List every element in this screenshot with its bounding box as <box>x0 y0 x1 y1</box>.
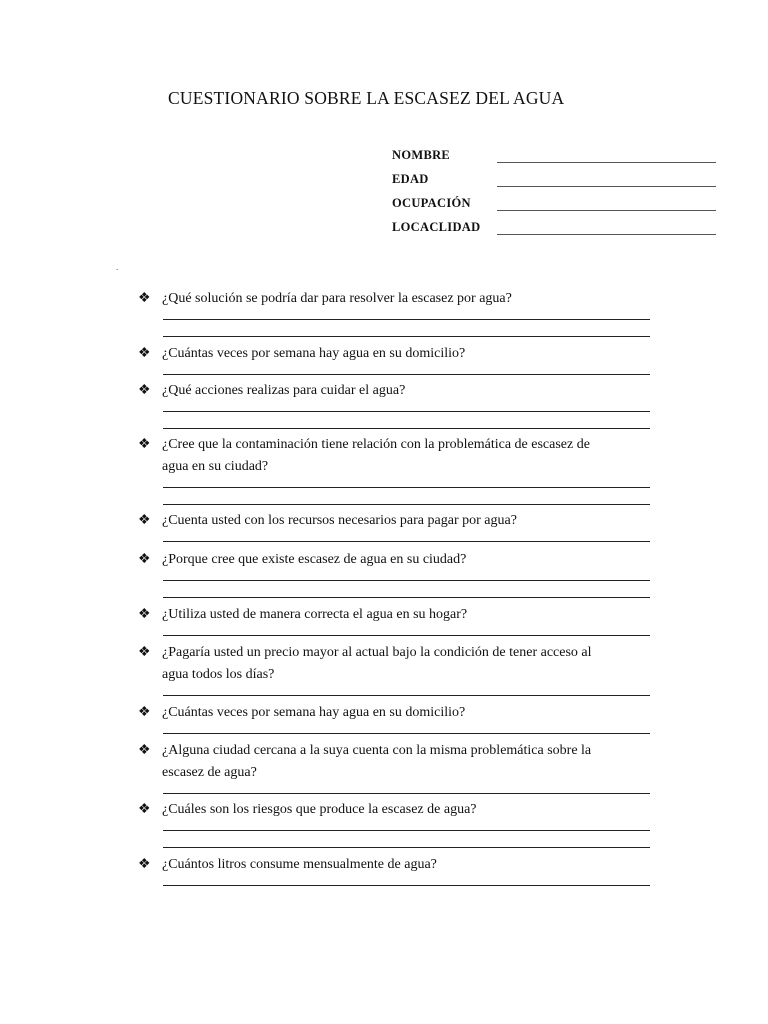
question-text: ¿Cuántas veces por semana hay agua en su domicilio? <box>162 346 466 361</box>
bullet-icon: ❖ <box>138 437 151 452</box>
answer-line[interactable] <box>163 504 650 505</box>
answer-line[interactable] <box>163 541 650 542</box>
field-label-nombre: NOMBRE <box>392 148 451 162</box>
question-text: ¿Utiliza usted de manera correcta el agua en su hogar? <box>162 607 468 622</box>
answer-line[interactable] <box>163 733 650 734</box>
question-text: escasez de agua? <box>162 765 257 780</box>
bullet-icon: ❖ <box>138 291 151 306</box>
question-text: ¿Qué acciones realizas para cuidar el agua? <box>162 383 406 398</box>
ocupacion-input-line[interactable] <box>497 210 716 211</box>
bullet-icon: ❖ <box>138 705 151 720</box>
question-text: ¿Cuenta usted con los recursos necesarios para pagar por agua? <box>162 513 517 528</box>
question-text: ¿Pagaría usted un precio mayor al actual bajo la condición de tener acceso al <box>162 645 592 660</box>
answer-line[interactable] <box>163 428 650 429</box>
question-text: ¿Cree que la contaminación tiene relación con la problemática de escasez de <box>162 437 590 452</box>
answer-line[interactable] <box>163 847 650 848</box>
question-text: agua en su ciudad? <box>162 459 269 474</box>
bullet-icon: ❖ <box>138 607 151 622</box>
answer-line[interactable] <box>163 374 650 375</box>
question-text: ¿Qué solución se podría dar para resolver la escasez por agua? <box>162 291 512 306</box>
bullet-icon: ❖ <box>138 645 151 660</box>
answer-line[interactable] <box>163 336 650 337</box>
bullet-icon: ❖ <box>138 513 151 528</box>
question-text: ¿Cuántos litros consume mensualmente de agua? <box>162 857 437 872</box>
bullet-icon: ❖ <box>138 552 151 567</box>
answer-line[interactable] <box>163 411 650 412</box>
page-title: CUESTIONARIO SOBRE LA ESCASEZ DEL AGUA <box>168 88 565 108</box>
bullet-icon: ❖ <box>138 857 151 872</box>
localidad-input-line[interactable] <box>497 234 716 235</box>
question-text: ¿Cuáles son los riesgos que produce la escasez de agua? <box>162 802 477 817</box>
answer-line[interactable] <box>163 793 650 794</box>
answer-line[interactable] <box>163 885 650 886</box>
answer-line[interactable] <box>163 830 650 831</box>
question-text: ¿Cuántas veces por semana hay agua en su domicilio? <box>162 705 466 720</box>
field-label-localidad: LOCACLIDAD <box>392 220 481 234</box>
answer-line[interactable] <box>163 635 650 636</box>
bullet-icon: ❖ <box>138 383 151 398</box>
answer-line[interactable] <box>163 580 650 581</box>
bullet-icon: ❖ <box>138 346 151 361</box>
field-label-ocupacion: OCUPACIÓN <box>392 196 471 210</box>
bullet-icon: ❖ <box>138 743 151 758</box>
answer-line[interactable] <box>163 695 650 696</box>
nombre-input-line[interactable] <box>497 162 716 163</box>
field-label-edad: EDAD <box>392 172 429 186</box>
stray-mark: . <box>116 262 119 272</box>
answer-line[interactable] <box>163 319 650 320</box>
question-text: ¿Porque cree que existe escasez de agua en su ciudad? <box>162 552 467 567</box>
bullet-icon: ❖ <box>138 802 151 817</box>
edad-input-line[interactable] <box>497 186 716 187</box>
question-text: ¿Alguna ciudad cercana a la suya cuenta con la misma problemática sobre la <box>162 743 592 758</box>
question-text: agua todos los días? <box>162 667 275 682</box>
answer-line[interactable] <box>163 597 650 598</box>
answer-line[interactable] <box>163 487 650 488</box>
